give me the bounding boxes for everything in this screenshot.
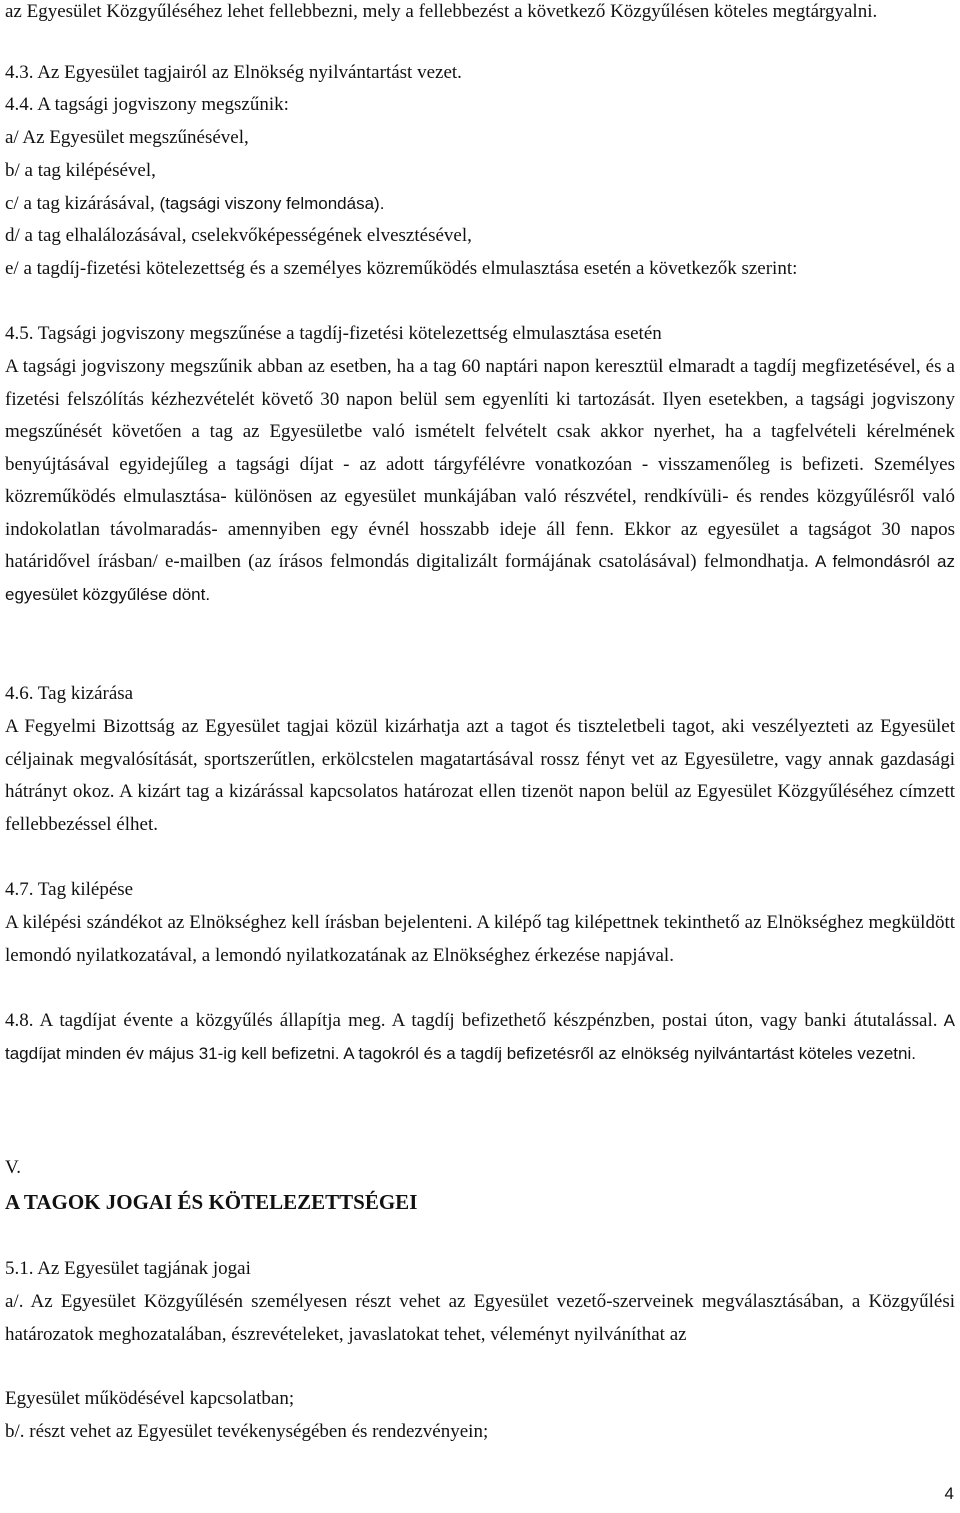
item-5-1-a-continued: Egyesület működésével kapcsolatban; [5,1388,295,1409]
item-4-5-title: 4.5. Tagsági jogviszony megszűnése a tagdíj-fizetési kötelezettség elmulasztása esetén [5,323,662,344]
item-5-1-title: 5.1. Az Egyesület tagjának jogai [5,1258,251,1279]
item-4-4-e: e/ a tagdíj-fizetési kötelezettség és a személyes közreműködés elmulasztása esetén a következők szerint: [5,258,798,279]
item-4-8-sans: A tagdíjat minden év május 31-ig kell befizetni. A tagokról és a tagdíj befizetésről az elnökség nyilvántartást köteles vezetni. [5,1011,956,1063]
item-4-4-c [5,188,955,221]
item-4-4-c-serif: c/ a tag kizárásával, [5,193,155,214]
item-4-5-body-sans: A felmondásról az egyesület közgyűlése dönt. [5,552,955,604]
item-4-7-body: A kilépési szándékot az Elnökséghez kell írásban bejelenteni. A kilépő tag kilépettnek tekinthető az Elnökséghez megküldött lemondó nyilatkozatával, a lemondó nyilatkozatának az Elnökséghez érkezése napjával. [5,912,955,966]
item-4-6-title: 4.6. Tag kizárása [5,683,134,704]
item-4-3 [5,57,955,90]
paragraph-appeal-text: az Egyesület Közgyűléséhez lehet fellebbezni, mely a fellebbezést a következő Közgyűlésen köteles megtárgyalni. [5,1,878,22]
item-4-4-c-sans: (tagsági viszony felmondása). [154,194,385,213]
item-4-6-body: A Fegyelmi Bizottság az Egyesület tagjai közül kizárhatja azt a tagot és tiszteletbeli tagot, aki veszélyezteti az Egyesület céljainak megvalósítását, sportszerűtlen, erkölcstelen magatartásával rossz fényt vet az Egyesületre, vagy annak gazdasági hátrányt okoz. A kizárt tag a kizárással kapcsolatos határozat ellen tizenöt napon belül az Egyesület Közgyűléséhez címzett fellebbezéssel élhet. [5,716,955,835]
item-4-4-title: 4.4. A tagsági jogviszony megszűnik: [5,94,289,115]
item-4-5-body-serif: A tagsági jogviszony megszűnik abban az esetben, ha a tag 60 naptári napon keresztül elmaradt a tagdíj megfizetésével, és a fizetési felszólítás kézhezvételét követő 30 napon belül sem egyenlíti ki tartozását. Ilyen esetekben, a tagsági jogviszony megszűnését követően a tag az Egyesületbe való ismételt felvételt csak akkor nyerhet, ha a tagfelvételi kérelmének benyújtásával egyidejűleg a tagsági díjat - az adott tárgyfélévre vonatkozóan - visszamenőleg is befizeti. Személyes közreműködés elmulasztása- különösen az egyesület munkájában való részvétel, rendkívüli- és rendes közgyűlésről való indokolatlan távolmaradás- amennyiben egy évnél hosszabb ideje áll fenn. Ekkor az egyesület a tagságot 30 napos határidővel írásban/ e-mailben (az írásos felmondás digitalizált formájának csatolásával) felmondhatja. [5,356,955,572]
item-4-5-body [5,351,955,611]
page-number: 4 [944,1484,954,1503]
section-title: A TAGOK JOGAI ÉS KÖTELEZETTSÉGEI [5,1190,418,1214]
item-5-1-b: b/. részt vehet az Egyesület tevékenységében és rendezvényein; [5,1421,489,1442]
item-4-8-serif: 4.8. A tagdíjat évente a közgyűlés állapítja meg. A tagdíj befizethető készpénzben, postai úton, vagy banki átutalással. [5,1010,938,1031]
item-4-4-a: a/ Az Egyesület megszűnésével, [5,127,249,148]
item-4-4-d: d/ a tag elhalálozásával, cselekvőképességének elvesztésével, [5,225,472,246]
item-4-7-title: 4.7. Tag kilépése [5,879,134,900]
item-4-8 [5,1005,955,1070]
item-5-1-a: a/. Az Egyesület Közgyűlésén személyesen részt vehet az Egyesület vezető-szerveinek megválasztásában, a Közgyűlési határozatok meghozatalában, észrevételeket, javaslatokat tehet, véleményt nyilváníthat az [5,1291,955,1345]
item-4-3-text: 4.3. Az Egyesület tagjairól az Elnökség nyilvántartást vezet. [5,62,462,83]
paragraph-appeal [5,0,955,29]
item-4-4-b: b/ a tag kilépésével, [5,160,156,181]
section-number: V. [5,1157,22,1178]
